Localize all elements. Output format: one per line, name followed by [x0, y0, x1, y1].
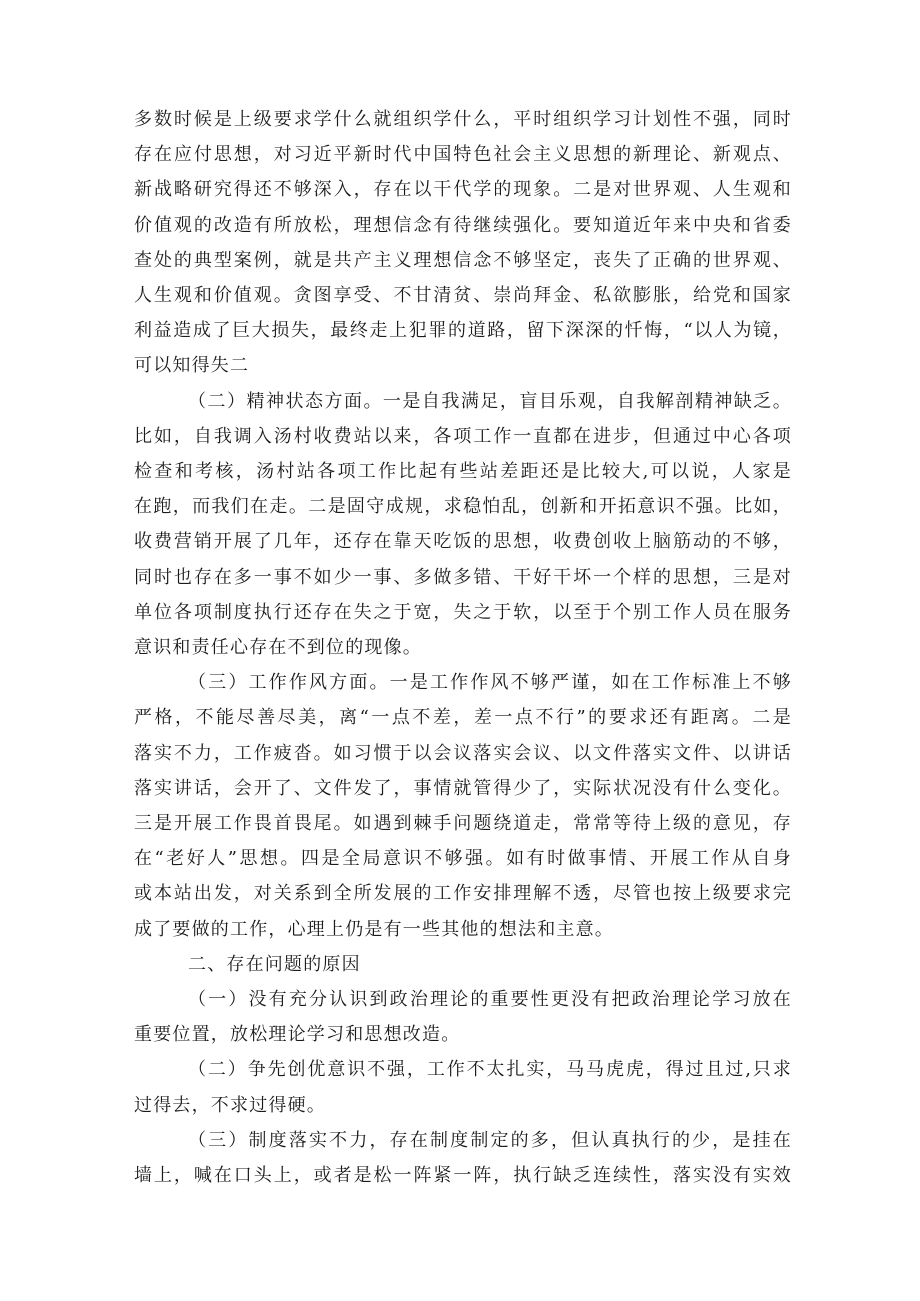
document-page [134, 102, 792, 1193]
text-line: 多数时候是上级要求学什么就组织学什么，平时组织学习计划性不强，同时 [134, 109, 792, 130]
text-line: （一）没有充分认识到政治理论的重要性更没有把政治理论学习放在 [188, 989, 792, 1011]
text-line: （三）工作作风方面。一是工作作风不够严谨，如在工作标准上不够 [188, 672, 792, 694]
text-line: 单位各项制度执行还存在失之于宽，失之于软，以至于个别工作人员在服务 [134, 601, 792, 623]
text-line: （三）制度落实不力，存在制度制定的多，但认真执行的少，是挂在 [188, 1129, 792, 1151]
paragraph-spirit-state [134, 384, 792, 666]
text-line: 过得去，不求过得硬。 [134, 1094, 326, 1116]
paragraph-cause-one [134, 982, 792, 1052]
text-line: （二）精神状态方面。一是自我满足，盲目乐观，自我解剖精神缺乏。 [188, 390, 792, 412]
text-line: 新战略研究得还不够深入，存在以干代学的现象。二是对世界观、人生观和 [134, 179, 792, 201]
text-line: 成了要做的工作，心理上仍是有一些其他的想法和主意。 [134, 918, 614, 940]
text-line: 查处的典型案例，就是共产主义理想信念不够坚定，丧失了正确的世界观、 [134, 249, 792, 271]
text-line: 严格，不能尽善尽美，离“一点不差，差一点不行”的要求还有距离。二是 [134, 707, 792, 729]
text-line: 或本站出发，对关系到全所发展的工作安排理解不透，尽管也按上级要求完 [134, 883, 792, 905]
paragraph-work-style [134, 665, 792, 947]
text-line: 存在应付思想，对习近平新时代中国特色社会主义思想的新理论、新观点、 [134, 144, 792, 166]
paragraph-continuation [134, 102, 792, 384]
text-line: 收费营销开展了几年，还存在靠天吃饭的思想，收费创收上脑筋动的不够， [134, 531, 792, 553]
text-line: 可以知得失二 [134, 355, 250, 377]
text-line: 在“老好人”思想。四是全局意识不够强。如有时做事情、开展工作从自身 [134, 848, 792, 870]
text-line: 意识和责任心存在不到位的现像。 [134, 637, 422, 659]
paragraph-cause-three [134, 1123, 792, 1193]
heading-line: 二、存在问题的原因 [188, 953, 361, 975]
text-line: 墙上，喊在口头上，或者是松一阵紧一阵，执行缺乏连续性，落实没有实效 [134, 1165, 792, 1187]
text-line: 利益造成了巨大损失，最终走上犯罪的道路，留下深深的忏悔，“以人为镜， [134, 320, 792, 342]
text-line: （二）争先创优意识不强，工作不太扎实，马马虎虎，得过且过,只求 [188, 1059, 792, 1081]
text-line: 价值观的改造有所放松，理想信念有待继续强化。要知道近年来中央和省委 [134, 214, 792, 236]
text-line: 同时也存在多一事不如少一事、多做多错、干好干坏一个样的思想，三是对 [134, 566, 792, 588]
text-line: 在跑，而我们在走。二是固守成规，求稳怕乱，创新和开拓意识不强。比如， [134, 496, 792, 518]
text-line: 落实不力，工作疲沓。如习惯于以会议落实会议、以文件落实文件、以讲话 [134, 742, 792, 764]
section-heading-causes [134, 947, 792, 982]
paragraph-cause-two [134, 1052, 792, 1122]
text-line: 检查和考核，汤村站各项工作比起有些站差距还是比较大,可以说，人家是 [134, 461, 792, 483]
text-line: 三是开展工作畏首畏尾。如遇到棘手问题绕道走，常常等待上级的意见，存 [134, 813, 792, 835]
text-line: 比如，自我调入汤村收费站以来，各项工作一直都在进步，但通过中心各项 [134, 425, 792, 447]
text-line: 人生观和价值观。贪图享受、不甘清贫、崇尚拜金、私欲膨胀，给党和国家 [134, 285, 792, 307]
text-line: 重要位置，放松理论学习和思想改造。 [134, 1024, 461, 1046]
text-line: 落实讲话，会开了、文件发了，事情就管得少了，实际状况没有什么变化。 [134, 777, 792, 799]
